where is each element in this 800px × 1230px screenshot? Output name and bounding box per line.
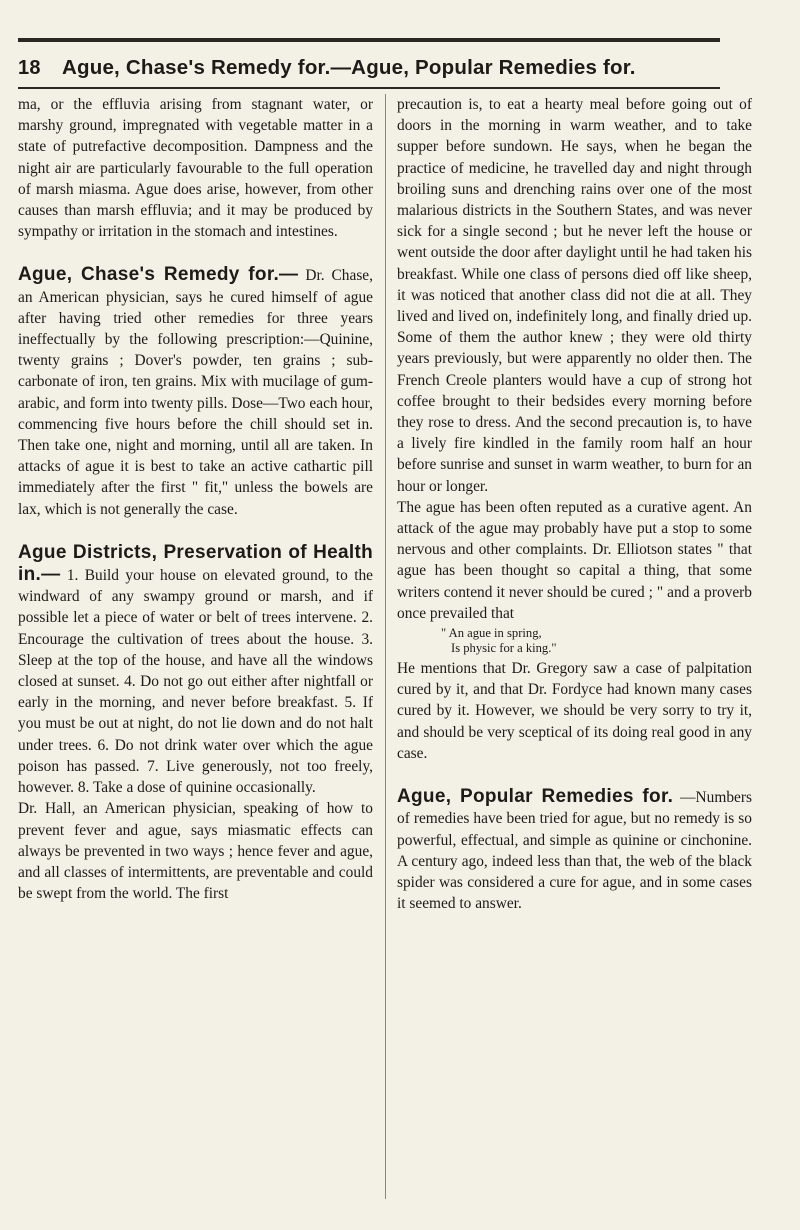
entry-heading: Ague, Chase's Remedy for.— <box>18 264 299 286</box>
entry-paragraph: precaution is, to eat a hearty meal before going out of doors in the morning in warm weather, and to take supper before sundown. He says, when he began the practice of medicine, he travelled day and night through broiling suns and drenching rains over one of the most malarious districts in the Southern States, and was never sick for a single second ; but he never left the house or went outside the door after daylight until he had taken his breakfast. While one class of persons died off like sheep, it was noticed that another class did not die at all. They lived and lived on, indefinitely long, and finally dried up. Some of them the author knew ; they were old thirty years previously, but were apparently no older then. The French Creole planters would have a cup of strong hot coffee brought to their bedsides every morning before they rose to dress. And the second precaution is, to have a lively fire kindled in the family room half an hour before sunrise and sunset in warm weather, to burn for an hour or longer. <box>397 96 752 495</box>
entry-heading: Ague, Popular Remedies for. <box>397 786 674 808</box>
verse-line: Is physic for a king." <box>451 641 557 656</box>
entry-text: 1. Build your house on elevated ground, to the windward of any swampy ground or marsh, and if possible let a piece of water or belt of trees intervene. 2. Encourage the cultivation of trees about the house. 3. Sleep at the top of the house, and have all the windows closed at sunset. 4. Do not go out either after nightfall or early in the morning, and never before breakfast. 5. If you must be out at night, do not lie down and do not halt under trees. 6. Do not drink water over which the ague poison has passed. 7. Live generously, not too freely, however. 8. Take a dose of quinine occasionally. <box>18 567 373 797</box>
header-rule <box>18 87 720 89</box>
running-title: Ague, Chase's Remedy for.—Ague, Popular Remedies for. <box>62 56 636 79</box>
entry-popular-remedies <box>397 786 752 914</box>
column-divider <box>385 94 386 1199</box>
entry-ague-districts <box>18 542 373 798</box>
top-rule <box>18 38 720 42</box>
verse-line: " An ague in spring, <box>441 626 542 641</box>
entry-paragraph: The ague has been often reputed as a curative agent. An attack of the ague may probably have put a stop to some nervous and other complaints. Dr. Elliotson states " that ague has been thought so capital a thing, that some writers contend it never should be cured ; " and a proverb once prevailed that <box>397 498 752 622</box>
continued-paragraph: ma, or the effluvia arising from stagnant water, or marshy ground, impregnated with vegetable matter in a state of putrefactive decomposition. Dampness and the night air are particularly favourable to the full operation of marsh miasma. Ague does arise, however, from other causes than marsh effluvia; and it may be produced by sympathy or irritation in the stomach and intestines. <box>18 96 373 241</box>
entry-paragraph: He mentions that Dr. Gregory saw a case of palpitation cured by it, and that Dr. Fordyce had known many cases cured by it. However, we should be very sorry to try it, and should be very sceptical of its doing real good in any case. <box>397 660 752 762</box>
right-column <box>397 94 752 914</box>
page-number: 18 <box>18 57 41 79</box>
entry-text: Dr. Chase, an American physician, says he cured himself of ague after having tried other remedies for three years ineffectually by the following prescription:—Quinine, twenty grains ; Dover's powder, ten grains ; sub-carbonate of iron, ten grains. Mix with mucilage of gum-arabic, and form into twenty pills. Dose—Two each hour, commencing five hours before the chill should set in. Then take one, night and morning, until all are taken. In attacks of ague it is best to take an active cathartic pill immediately after the first " fit," unless the bowels are lax, which is not generally the case. <box>18 267 373 518</box>
entry-paragraph: Dr. Hall, an American physician, speaking of how to prevent fever and ague, says miasmatic effects can always be prevented in two ways ; hence fever and ague, and all classes of intermittents, are preventable and could be swept from the world. The first <box>18 800 373 903</box>
entry-chase-remedy <box>18 264 373 519</box>
proverb-verse <box>441 626 752 656</box>
entry-text: —Numbers of remedies have been tried for ague, but no remedy is so powerful, effectual, and simple as quinine or cinchonine. A century ago, indeed less than that, the web of the black spider was considered a cure for ague, and in some cases it seemed to answer. <box>397 789 752 913</box>
entry-heading: Ague Districts, Preservation of Health in.— <box>18 541 373 586</box>
left-column <box>18 94 373 904</box>
running-header <box>18 56 718 80</box>
